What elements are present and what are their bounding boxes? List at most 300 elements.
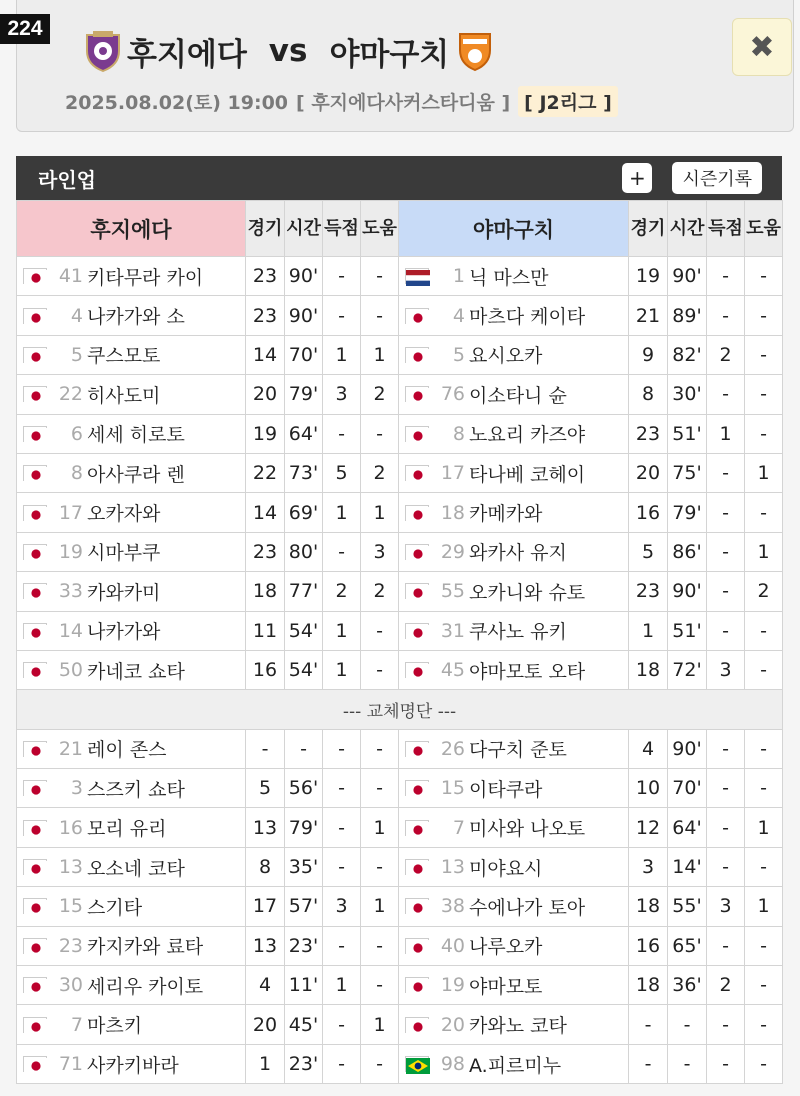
subs-label: --- 교체명단 --- xyxy=(17,690,783,729)
player-name: 미사와 나오토 xyxy=(469,818,586,841)
lineup-header-row xyxy=(17,201,783,257)
player-number: 38 xyxy=(440,895,465,918)
away-minutes-cell: 14' xyxy=(668,847,707,886)
player-name: 오소네 코타 xyxy=(87,857,185,880)
home-minutes-cell: 73' xyxy=(285,453,323,492)
home-games-cell: 20 xyxy=(246,1005,285,1044)
japan-flag-icon xyxy=(23,1056,47,1072)
player-number: 14 xyxy=(58,619,83,642)
away-assists-cell: - xyxy=(745,926,783,965)
player-name: 레이 존스 xyxy=(87,739,167,762)
home-goals-cell: 3 xyxy=(323,887,361,926)
japan-flag-icon xyxy=(405,1017,429,1033)
player-row xyxy=(17,257,783,296)
brazil-flag-icon xyxy=(405,1056,429,1072)
japan-flag-icon xyxy=(405,820,429,836)
away-team-header: 야마구치 xyxy=(399,201,629,257)
away-assists-cell: 1 xyxy=(745,532,783,571)
player-info xyxy=(23,814,245,841)
player-info xyxy=(23,657,245,684)
japan-flag-icon xyxy=(23,898,47,914)
away-player-cell[interactable] xyxy=(399,650,629,689)
home-minutes-cell: 77' xyxy=(285,572,323,611)
player-info xyxy=(405,893,628,920)
lineup-title: 라인업 xyxy=(38,167,96,192)
renofa-crest-icon xyxy=(457,30,493,72)
home-games-cell: 23 xyxy=(246,296,285,335)
player-info xyxy=(23,302,245,329)
home-minutes-cell: - xyxy=(285,729,323,768)
home-minutes-cell: 57' xyxy=(285,887,323,926)
player-name: 카지카와 료타 xyxy=(87,936,204,959)
home-goals-cell: 1 xyxy=(323,966,361,1005)
player-number: 7 xyxy=(452,816,465,839)
home-assists-cell: - xyxy=(361,966,399,1005)
home-games-cell: 16 xyxy=(246,650,285,689)
match-info xyxy=(65,86,618,117)
away-minutes-cell: 51' xyxy=(668,611,707,650)
player-row xyxy=(17,493,783,532)
away-player-cell[interactable] xyxy=(399,887,629,926)
player-info xyxy=(405,617,628,644)
home-games-cell: 23 xyxy=(246,257,285,296)
away-player-cell[interactable] xyxy=(399,572,629,611)
away-assists-cell: - xyxy=(745,1044,783,1083)
player-info xyxy=(405,538,628,565)
home-minutes-cell: 79' xyxy=(285,375,323,414)
japan-flag-icon xyxy=(23,859,47,875)
player-row xyxy=(17,729,783,768)
away-player-cell[interactable] xyxy=(399,729,629,768)
player-name: 히사도미 xyxy=(87,384,161,407)
away-games-cell: 20 xyxy=(629,453,668,492)
player-name: 다구치 준토 xyxy=(469,739,567,762)
away-player-cell[interactable] xyxy=(399,296,629,335)
away-minutes-cell: 51' xyxy=(668,414,707,453)
home-assists-cell: - xyxy=(361,729,399,768)
home-minutes-cell: 11' xyxy=(285,966,323,1005)
away-minutes-cell: 65' xyxy=(668,926,707,965)
home-player-cell[interactable] xyxy=(17,296,246,335)
home-player-cell[interactable] xyxy=(17,532,246,571)
away-goals-cell: 2 xyxy=(707,966,745,1005)
player-name: 이타쿠라 xyxy=(469,778,543,801)
away-minutes-cell: 89' xyxy=(668,296,707,335)
player-row xyxy=(17,1005,783,1044)
player-number: 4 xyxy=(452,304,465,327)
player-name: 요시오카 xyxy=(469,345,543,368)
home-minutes-cell: 54' xyxy=(285,611,323,650)
home-assists-cell: 2 xyxy=(361,572,399,611)
japan-flag-icon xyxy=(405,386,429,402)
away-goals-cell: - xyxy=(707,453,745,492)
home-assists-cell: - xyxy=(361,926,399,965)
japan-flag-icon xyxy=(23,583,47,599)
home-games-cell: 17 xyxy=(246,887,285,926)
home-minutes-cell: 35' xyxy=(285,847,323,886)
player-info xyxy=(23,341,245,368)
japan-flag-icon xyxy=(405,898,429,914)
player-number: 15 xyxy=(58,895,83,918)
home-games-cell: 8 xyxy=(246,847,285,886)
away-team-name: 야마구치 xyxy=(329,36,450,73)
away-goals-cell: - xyxy=(707,532,745,571)
home-player-cell[interactable] xyxy=(17,650,246,689)
fujieda-crest-icon xyxy=(83,29,123,73)
japan-flag-icon xyxy=(405,780,429,796)
player-row xyxy=(17,926,783,965)
home-goals-cell: 1 xyxy=(323,611,361,650)
home-minutes-cell: 54' xyxy=(285,650,323,689)
player-number: 41 xyxy=(58,265,83,288)
away-minutes-header: 시간 xyxy=(668,201,707,257)
player-name: 키타무라 카이 xyxy=(87,266,204,289)
home-games-cell: 22 xyxy=(246,453,285,492)
away-games-cell: 4 xyxy=(629,729,668,768)
player-row xyxy=(17,650,783,689)
player-info xyxy=(23,893,245,920)
away-assists-cell: - xyxy=(745,769,783,808)
japan-flag-icon xyxy=(23,662,47,678)
japan-flag-icon xyxy=(23,308,47,324)
player-number: 13 xyxy=(58,856,83,879)
lineup-toolbar xyxy=(16,156,782,200)
player-number: 26 xyxy=(440,737,465,760)
japan-flag-icon xyxy=(405,583,429,599)
home-games-cell: 1 xyxy=(246,1044,285,1083)
away-games-cell: - xyxy=(629,1044,668,1083)
away-games-cell: 18 xyxy=(629,650,668,689)
player-row xyxy=(17,847,783,886)
player-info xyxy=(23,972,245,999)
home-player-cell[interactable] xyxy=(17,808,246,847)
player-number: 19 xyxy=(58,540,83,563)
away-player-cell[interactable] xyxy=(399,1044,629,1083)
match-venue: [ 후지에다사커스타디움 ] xyxy=(296,92,511,114)
player-name: 수에나가 토아 xyxy=(469,896,586,919)
player-name: 시마부쿠 xyxy=(87,542,161,565)
home-goals-cell: 1 xyxy=(323,493,361,532)
player-row xyxy=(17,453,783,492)
away-games-cell: 18 xyxy=(629,887,668,926)
away-player-cell[interactable] xyxy=(399,926,629,965)
away-assists-cell: - xyxy=(745,650,783,689)
home-player-cell[interactable] xyxy=(17,1005,246,1044)
away-goals-header: 득점 xyxy=(707,201,745,257)
away-assists-cell: - xyxy=(745,296,783,335)
away-player-cell[interactable] xyxy=(399,453,629,492)
away-player-cell[interactable] xyxy=(399,966,629,1005)
home-player-cell[interactable] xyxy=(17,611,246,650)
japan-flag-icon xyxy=(23,780,47,796)
home-minutes-cell: 70' xyxy=(285,335,323,374)
player-number: 22 xyxy=(58,383,83,406)
player-number: 8 xyxy=(70,462,83,485)
home-games-cell: 23 xyxy=(246,532,285,571)
away-minutes-cell: 55' xyxy=(668,887,707,926)
player-name: 타나베 코헤이 xyxy=(469,463,586,486)
player-row xyxy=(17,296,783,335)
player-name: 스기타 xyxy=(87,896,143,919)
home-player-cell[interactable] xyxy=(17,769,246,808)
away-minutes-cell: 75' xyxy=(668,453,707,492)
player-number: 18 xyxy=(440,501,465,524)
home-assists-cell: - xyxy=(361,611,399,650)
japan-flag-icon xyxy=(405,308,429,324)
player-info xyxy=(405,1011,628,1038)
player-info xyxy=(23,578,245,605)
home-goals-cell: - xyxy=(323,926,361,965)
home-player-cell[interactable] xyxy=(17,572,246,611)
player-row xyxy=(17,375,783,414)
player-info xyxy=(405,263,628,290)
away-player-cell[interactable] xyxy=(399,611,629,650)
home-minutes-cell: 79' xyxy=(285,808,323,847)
home-player-cell[interactable] xyxy=(17,729,246,768)
player-info xyxy=(405,341,628,368)
match-title xyxy=(83,24,493,78)
home-goals-cell: - xyxy=(323,729,361,768)
player-name: 사카키바라 xyxy=(87,1054,179,1077)
starters-body xyxy=(17,257,783,690)
home-player-cell[interactable] xyxy=(17,453,246,492)
away-goals-cell: 3 xyxy=(707,650,745,689)
player-row xyxy=(17,532,783,571)
player-number: 6 xyxy=(70,422,83,445)
away-minutes-cell: 90' xyxy=(668,572,707,611)
home-assists-cell: - xyxy=(361,650,399,689)
home-goals-cell: 2 xyxy=(323,572,361,611)
away-games-cell: - xyxy=(629,1005,668,1044)
player-number: 1 xyxy=(452,265,465,288)
home-team-name: 후지에다 xyxy=(127,36,247,73)
player-info xyxy=(405,854,628,881)
player-name: 카메카와 xyxy=(469,503,543,526)
away-assists-cell: - xyxy=(745,1005,783,1044)
player-number: 7 xyxy=(70,1013,83,1036)
player-name: 아사쿠라 렌 xyxy=(87,463,185,486)
away-player-cell[interactable] xyxy=(399,769,629,808)
away-goals-cell: - xyxy=(707,847,745,886)
away-goals-cell: - xyxy=(707,375,745,414)
player-name: 마츠키 xyxy=(87,1015,143,1038)
home-minutes-cell: 90' xyxy=(285,257,323,296)
player-name: 스즈키 쇼타 xyxy=(87,778,185,801)
player-name: 나카가와 소 xyxy=(87,306,185,329)
away-player-cell[interactable] xyxy=(399,532,629,571)
away-games-cell: 16 xyxy=(629,493,668,532)
away-assists-cell: - xyxy=(745,414,783,453)
home-goals-cell: 3 xyxy=(323,375,361,414)
home-goals-cell: - xyxy=(323,1044,361,1083)
subs-body xyxy=(17,729,783,1084)
home-player-cell[interactable] xyxy=(17,414,246,453)
home-goals-cell: 5 xyxy=(323,453,361,492)
away-goals-cell: - xyxy=(707,257,745,296)
player-info xyxy=(405,814,628,841)
home-minutes-cell: 69' xyxy=(285,493,323,532)
japan-flag-icon xyxy=(23,938,47,954)
away-minutes-cell: 86' xyxy=(668,532,707,571)
home-player-cell[interactable] xyxy=(17,1044,246,1083)
player-info xyxy=(23,1051,245,1078)
player-info xyxy=(405,302,628,329)
player-name: 이소타니 슌 xyxy=(469,384,567,407)
league-badge[interactable]: [ J2리그 ] xyxy=(518,86,618,117)
player-number: 16 xyxy=(58,816,83,839)
home-assists-cell: 2 xyxy=(361,453,399,492)
away-games-cell: 8 xyxy=(629,375,668,414)
player-name: 세세 히로토 xyxy=(87,424,185,447)
netherlands-flag-icon xyxy=(405,268,429,284)
away-assists-cell: - xyxy=(745,493,783,532)
japan-flag-icon xyxy=(23,820,47,836)
player-name: 오카자와 xyxy=(87,503,161,526)
away-games-cell: 21 xyxy=(629,296,668,335)
japan-flag-icon xyxy=(405,544,429,560)
away-minutes-cell: 72' xyxy=(668,650,707,689)
away-minutes-cell: - xyxy=(668,1044,707,1083)
player-number: 76 xyxy=(440,383,465,406)
away-assists-cell: - xyxy=(745,611,783,650)
player-info xyxy=(405,420,628,447)
japan-flag-icon xyxy=(23,505,47,521)
japan-flag-icon xyxy=(405,426,429,442)
player-row xyxy=(17,1044,783,1083)
player-name: A.피르미누 xyxy=(469,1054,562,1077)
home-minutes-header: 시간 xyxy=(285,201,323,257)
player-info xyxy=(405,932,628,959)
away-goals-cell: - xyxy=(707,1044,745,1083)
away-minutes-cell: - xyxy=(668,1005,707,1044)
home-games-cell: 13 xyxy=(246,926,285,965)
away-games-cell: 5 xyxy=(629,532,668,571)
player-info xyxy=(23,499,245,526)
away-player-cell[interactable] xyxy=(399,1005,629,1044)
home-player-cell[interactable] xyxy=(17,493,246,532)
away-player-cell[interactable] xyxy=(399,375,629,414)
player-number: 19 xyxy=(440,974,465,997)
home-player-cell[interactable] xyxy=(17,257,246,296)
home-player-cell[interactable] xyxy=(17,887,246,926)
away-assists-cell: - xyxy=(745,847,783,886)
player-info xyxy=(23,1011,245,1038)
home-games-cell: - xyxy=(246,729,285,768)
player-name: 닉 마스만 xyxy=(469,266,549,289)
expand-button[interactable]: + xyxy=(622,163,652,193)
subs-separator-row xyxy=(17,690,783,729)
away-games-cell: 12 xyxy=(629,808,668,847)
home-goals-cell: - xyxy=(323,257,361,296)
home-goals-cell: - xyxy=(323,1005,361,1044)
home-team-header: 후지에다 xyxy=(17,201,246,257)
player-number: 55 xyxy=(440,580,465,603)
away-player-cell[interactable] xyxy=(399,257,629,296)
japan-flag-icon xyxy=(23,1017,47,1033)
away-assists-cell: - xyxy=(745,335,783,374)
player-name: 카네코 쇼타 xyxy=(87,660,185,683)
player-name: 나루오카 xyxy=(469,936,543,959)
player-number: 71 xyxy=(58,1053,83,1075)
match-datetime: 2025.08.02(토) 19:00 xyxy=(65,92,289,114)
home-minutes-cell: 90' xyxy=(285,296,323,335)
vs-label: vs xyxy=(268,33,308,69)
player-number: 31 xyxy=(440,619,465,642)
home-assists-cell: - xyxy=(361,414,399,453)
player-info xyxy=(23,460,245,487)
away-assists-header: 도움 xyxy=(745,201,783,257)
away-assists-cell: 1 xyxy=(745,808,783,847)
away-games-cell: 19 xyxy=(629,257,668,296)
player-row xyxy=(17,808,783,847)
home-goals-cell: - xyxy=(323,769,361,808)
away-games-cell: 3 xyxy=(629,847,668,886)
close-button[interactable]: ✖ xyxy=(732,18,792,76)
home-minutes-cell: 23' xyxy=(285,926,323,965)
player-name: 미야요시 xyxy=(469,857,543,880)
home-minutes-cell: 45' xyxy=(285,1005,323,1044)
home-player-cell[interactable] xyxy=(17,966,246,1005)
season-record-button[interactable]: 시즌기록 xyxy=(672,162,762,194)
player-number: 30 xyxy=(58,974,83,997)
player-name: 카와카미 xyxy=(87,581,161,604)
away-minutes-cell: 90' xyxy=(668,257,707,296)
away-games-cell: 23 xyxy=(629,572,668,611)
away-goals-cell: - xyxy=(707,729,745,768)
home-player-cell[interactable] xyxy=(17,926,246,965)
player-number: 5 xyxy=(70,343,83,366)
away-minutes-cell: 36' xyxy=(668,966,707,1005)
player-info xyxy=(23,854,245,881)
japan-flag-icon xyxy=(405,741,429,757)
home-player-cell[interactable] xyxy=(17,847,246,886)
home-assists-cell: 2 xyxy=(361,375,399,414)
match-header xyxy=(16,0,794,132)
away-player-cell[interactable] xyxy=(399,808,629,847)
away-assists-cell: - xyxy=(745,375,783,414)
away-player-cell[interactable] xyxy=(399,335,629,374)
player-number: 17 xyxy=(440,462,465,485)
away-games-header: 경기 xyxy=(629,201,668,257)
home-games-cell: 13 xyxy=(246,808,285,847)
player-number: 4 xyxy=(70,304,83,327)
away-player-cell[interactable] xyxy=(399,414,629,453)
player-row xyxy=(17,769,783,808)
home-games-cell: 14 xyxy=(246,335,285,374)
japan-flag-icon xyxy=(23,426,47,442)
player-info xyxy=(23,735,245,762)
japan-flag-icon xyxy=(23,347,47,363)
player-number: 50 xyxy=(58,659,83,682)
away-player-cell[interactable] xyxy=(399,847,629,886)
player-number: 21 xyxy=(58,737,83,760)
japan-flag-icon xyxy=(405,662,429,678)
away-goals-cell: - xyxy=(707,611,745,650)
away-minutes-cell: 64' xyxy=(668,808,707,847)
home-assists-cell: 1 xyxy=(361,1005,399,1044)
home-player-cell[interactable] xyxy=(17,335,246,374)
home-goals-header: 득점 xyxy=(323,201,361,257)
home-player-cell[interactable] xyxy=(17,375,246,414)
away-player-cell[interactable] xyxy=(399,493,629,532)
japan-flag-icon xyxy=(405,938,429,954)
player-info xyxy=(23,775,245,802)
player-info xyxy=(23,932,245,959)
player-name: 와카사 유지 xyxy=(469,542,567,565)
player-number: 33 xyxy=(58,580,83,603)
japan-flag-icon xyxy=(405,465,429,481)
home-assists-cell: 1 xyxy=(361,493,399,532)
